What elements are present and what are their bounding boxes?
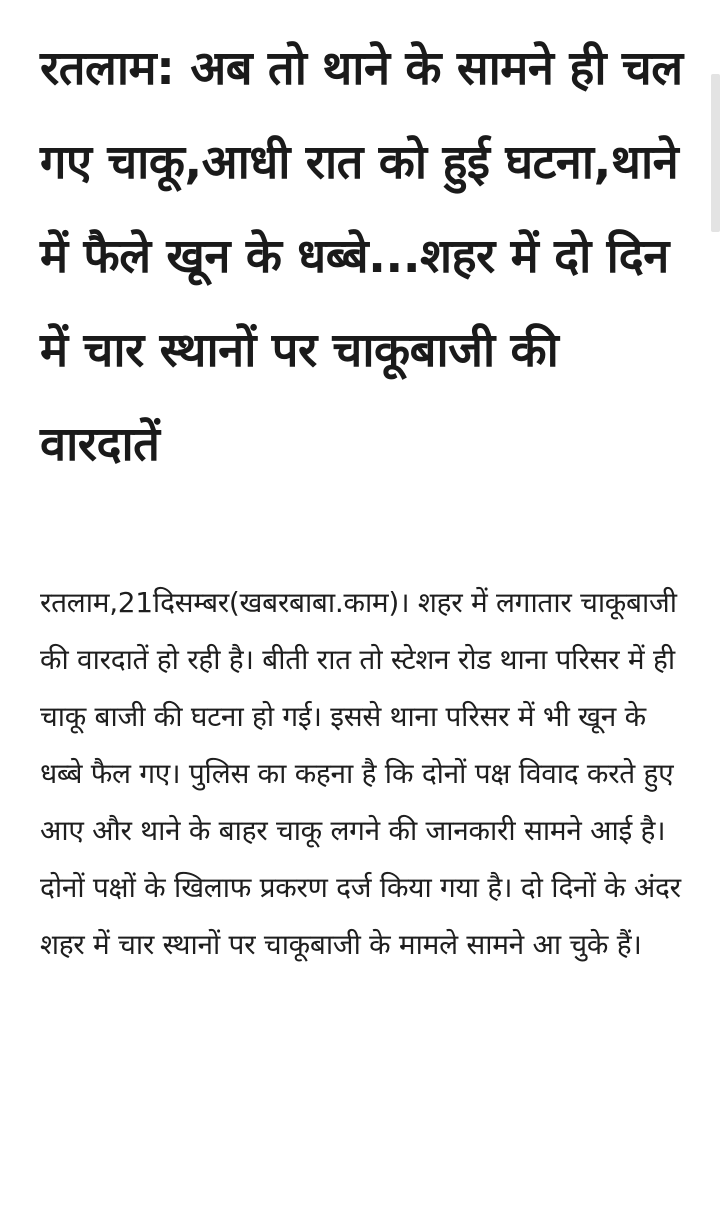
article-headline: रतलाम: अब तो थाने के सामने ही चल गए चाकू,आधी रात को हुई घटना,थाने में फैले खून के धब्बे...शहर में दो दिन में चार स्थानों पर चाकूबाजी की वारदातें: [40, 41, 683, 472]
article-body: रतलाम,21दिसम्बर(खबरबाबा.काम)। शहर में लगातार चाकूबाजी की वारदातें हो रही है। बीती रात तो स्टेशन रोड थाना परिसर में ही चाकू बाजी की घटना हो गई। इससे थाना परिसर में भी खून के धब्बे फैल गए। पुलिस का कहना है कि दोनों पक्ष विवाद करते हुए आए और थाने के बाहर चाकू लगने की जानकारी सामने आई है। दोनों पक्षों के खिलाफ प्रकरण दर्ज किया गया है। दो दिनों के अंदर शहर में चार स्थानों पर चाकूबाजी के मामले सामने आ चुके हैं।: [40, 586, 681, 961]
scrollbar[interactable]: [711, 74, 720, 232]
article: [40, 22, 688, 973]
